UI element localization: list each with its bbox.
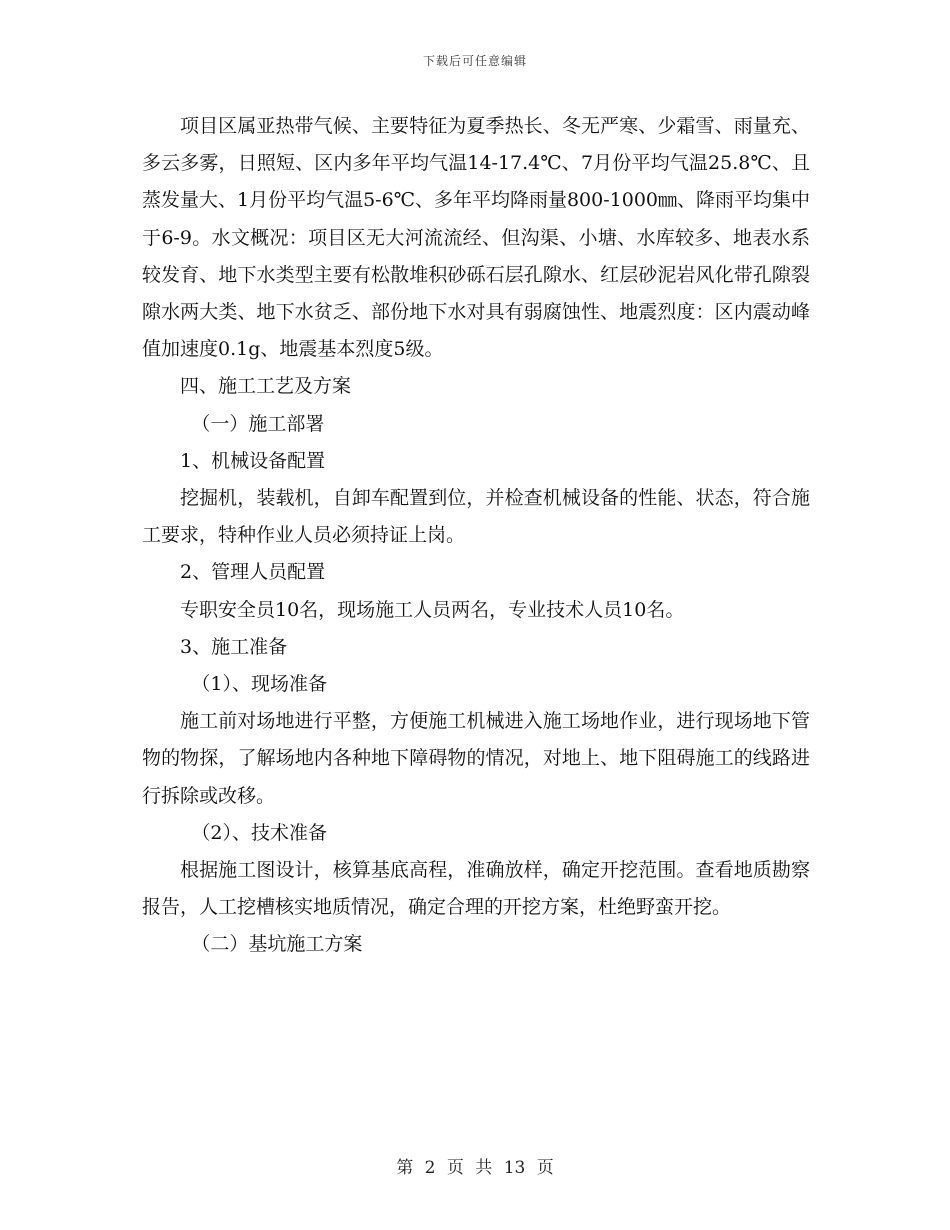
item-heading-preparation: 3、施工准备	[180, 635, 288, 658]
page-header-note: 下载后可任意编辑	[422, 54, 527, 68]
paragraph-machinery: 挖掘机，装载机，自卸车配置到位，并检查机械设备的性能、状态，符合施工要求，特种作业人员必须持证上岗。	[142, 487, 810, 547]
subitem-heading-tech-prep: （2）、技术准备	[191, 821, 327, 844]
paragraph-climate-hydrology: 项目区属亚热带气候、主要特征为夏季热长、冬无严寒、少霜雪、雨量充、多云多雾，日照短、区内多年平均气温14-17.4℃、7月份平均气温25.8℃、且蒸发量大、1月份平均气温5-6℃、多年平均降雨量800-1000㎜、降雨平均集中于6-9。水文概况：项目区无大河流流经、但沟渠、小塘、水库较多、地表水系较发育、地下水类型主要有松散堆积砂砾石层孔隙水、红层砂泥岩风化带孔隙裂隙水两大类、地下水贫乏、部份地下水对具有弱腐蚀性、地震烈度：区内震动峰值加速度0.1g、地震基本烈度5级。	[142, 115, 810, 361]
item-heading-management: 2、管理人员配置	[180, 561, 326, 584]
paragraph-tech-prep: 根据施工图设计，核算基底高程，准确放样，确定开挖范围。查看地质勘察报告，人工挖槽核实地质情况，确定合理的开挖方案，杜绝野蛮开挖。	[142, 859, 810, 919]
section-heading-construction-process: 四、施工工艺及方案	[180, 375, 352, 398]
document-body	[142, 108, 810, 964]
subsection-heading-pit-plan: （二）基坑施工方案	[191, 933, 363, 956]
paragraph-management: 专职安全员10名，现场施工人员两名，专业技术人员10名。	[180, 598, 685, 621]
item-heading-machinery: 1、机械设备配置	[180, 449, 326, 472]
subsection-heading-deployment: （一）施工部署	[191, 412, 325, 435]
page-number-footer: 第 2 页 共 13 页	[396, 1158, 554, 1178]
paragraph-site-prep: 施工前对场地进行平整，方便施工机械进入施工场地作业，进行现场地下管物的物探，了解场地内各种地下障碍物的情况，对地上、地下阻碍施工的线路进行拆除或改移。	[142, 710, 810, 807]
subitem-heading-site-prep: （1）、现场准备	[191, 673, 327, 696]
